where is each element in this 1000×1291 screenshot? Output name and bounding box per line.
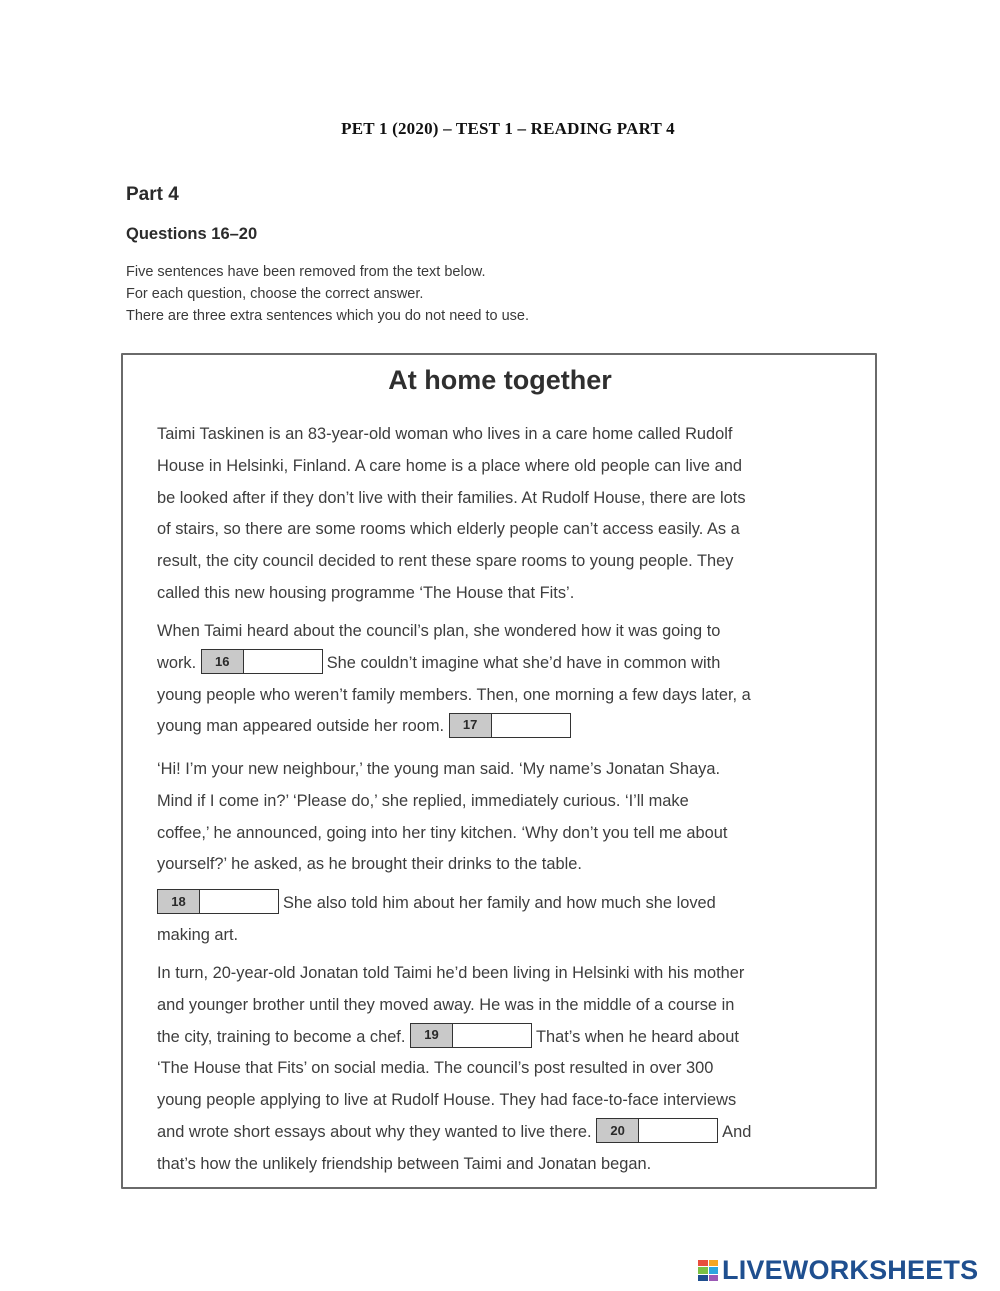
questions-heading: Questions 16–20 — [126, 225, 258, 243]
text-fragment: And — [722, 1122, 752, 1141]
instructions — [126, 261, 529, 327]
gap-blank[interactable] — [639, 1119, 717, 1142]
paragraph-5 — [157, 958, 751, 1181]
text-fragment: the city, training to become a chef. — [157, 1027, 406, 1046]
text-line — [157, 648, 751, 680]
paragraph-3 — [157, 754, 727, 881]
instruction-line: Five sentences have been removed from the text below. — [126, 264, 486, 280]
text-line: making art. — [157, 925, 239, 944]
answer-gap-20[interactable] — [596, 1118, 718, 1143]
text-line: House in Helsinki, Finland. A care home is a place where old people can live and — [157, 456, 742, 475]
text-fragment: work. — [157, 653, 197, 672]
text-line — [157, 888, 716, 920]
gap-number: 19 — [411, 1024, 453, 1047]
gap-number: 17 — [450, 714, 492, 737]
gap-blank[interactable] — [200, 890, 278, 913]
text-line: young people applying to live at Rudolf House. They had face-to-face interviews — [157, 1091, 737, 1110]
instruction-line: For each question, choose the correct answer. — [126, 286, 424, 302]
paragraph-4 — [157, 888, 716, 952]
text-line: be looked after if they don’t live with their families. At Rudolf House, there are lots — [157, 488, 746, 507]
text-line: Taimi Taskinen is an 83-year-old woman who lives in a care home called Rudolf — [157, 425, 733, 443]
text-line — [157, 1022, 751, 1054]
gap-number: 20 — [597, 1119, 639, 1142]
answer-gap-17[interactable] — [449, 713, 571, 738]
text-line: result, the city council decided to rent these spare rooms to young people. They — [157, 552, 734, 571]
logo-cell — [698, 1267, 708, 1274]
liveworksheets-logo[interactable] — [698, 1255, 978, 1286]
article-title: At home together — [388, 365, 612, 395]
text-fragment: That’s when he heard about — [535, 1027, 739, 1046]
text-line: and younger brother until they moved away. He was in the middle of a course in — [157, 995, 735, 1014]
text-line — [157, 711, 751, 743]
logo-cell — [698, 1275, 708, 1282]
gap-number: 16 — [202, 650, 244, 673]
answer-gap-19[interactable] — [410, 1023, 532, 1048]
text-fragment: young man appeared outside her room. — [157, 717, 445, 736]
text-line: of stairs, so there are some rooms which elderly people can’t access easily. As a — [157, 520, 740, 539]
text-line: yourself?’ he asked, as he brought their drinks to the table. — [157, 855, 582, 874]
text-line: young people who weren’t family members. Then, one morning a few days later, a — [157, 685, 751, 704]
text-line: ‘The House that Fits’ on social media. The council’s post resulted in over 300 — [157, 1059, 714, 1078]
answer-gap-16[interactable] — [201, 649, 323, 674]
logo-cell — [709, 1260, 719, 1267]
document-title: PET 1 (2020) – TEST 1 – READING PART 4 — [341, 119, 675, 138]
logo-text: LIVEWORKSHEETS — [722, 1255, 979, 1285]
logo-cell — [709, 1275, 719, 1282]
logo-cell — [709, 1267, 719, 1274]
paragraph-1 — [157, 419, 746, 610]
text-line — [157, 1117, 751, 1149]
part-heading: Part 4 — [126, 184, 179, 205]
text-line: ‘Hi! I’m your new neighbour,’ the young man said. ‘My name’s Jonatan Shaya. — [157, 760, 721, 778]
text-line: coffee,’ he announced, going into her tiny kitchen. ‘Why don’t you tell me about — [157, 823, 728, 842]
gap-blank[interactable] — [244, 650, 322, 673]
text-line: Mind if I come in?’ ‘Please do,’ she replied, immediately curious. ‘I’ll make — [157, 791, 689, 810]
text-fragment: She also told him about her family and how much she loved — [283, 894, 716, 912]
text-line: called this new housing programme ‘The House that Fits’. — [157, 583, 575, 602]
gap-blank[interactable] — [492, 714, 570, 737]
instruction-line: There are three extra sentences which you do not need to use. — [126, 308, 530, 324]
logo-cell — [698, 1260, 708, 1267]
logo-grid-icon — [698, 1260, 718, 1282]
text-line: that’s how the unlikely friendship between Taimi and Jonatan began. — [157, 1154, 652, 1173]
paragraph-2 — [157, 616, 751, 743]
text-fragment: She couldn’t imagine what she’d have in common with — [326, 653, 721, 672]
text-line: In turn, 20-year-old Jonatan told Taimi he’d been living in Helsinki with his mother — [157, 964, 745, 982]
text-line: When Taimi heard about the council’s plan, she wondered how it was going to — [157, 622, 721, 640]
answer-gap-18[interactable] — [157, 889, 279, 914]
gap-number: 18 — [158, 890, 200, 913]
gap-blank[interactable] — [453, 1024, 531, 1047]
text-fragment: and wrote short essays about why they wanted to live there. — [157, 1122, 592, 1141]
